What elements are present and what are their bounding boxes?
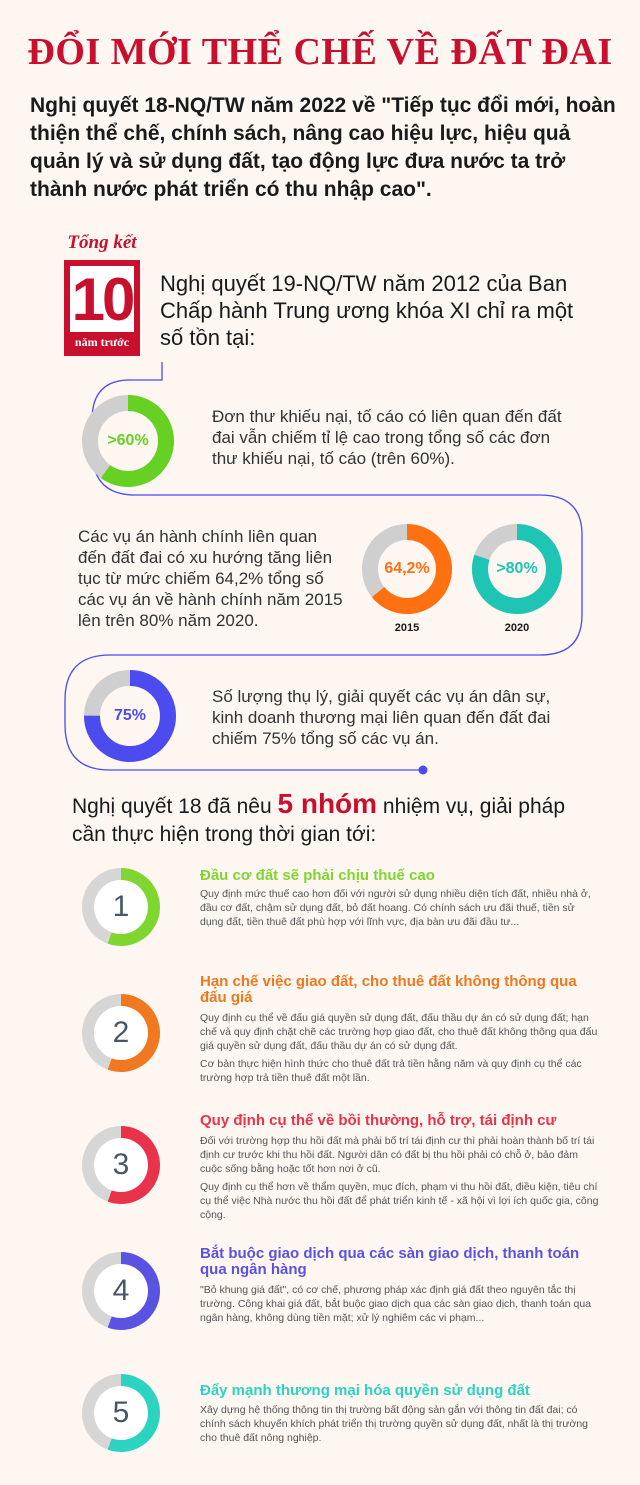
donut-label-60: >60% [107, 432, 149, 449]
task-1-title: Đầu cơ đất sẽ phải chịu thuế cao [200, 867, 435, 884]
task-1-badge [82, 868, 160, 946]
task-3-badge [82, 1126, 160, 1204]
task-5-number: 5 [94, 1386, 148, 1440]
tongket-label: Tổng kết [67, 232, 137, 253]
task-3-title: Quy định cụ thể về bồi thường, hỗ trợ, tái định cư [200, 1112, 557, 1129]
task-2-number: 2 [94, 1006, 148, 1060]
donut-label-75: 75% [113, 707, 147, 724]
page-title: ĐỔI MỚI THỂ CHẾ VỀ ĐẤT ĐAI [27, 31, 613, 73]
task-1-para-1: Quy định mức thuế cao hơn đối với người sử dụng nhiều diện tích đất, nhiều nhà ở, đầu cơ đất, chậm sử dụng đất, bỏ đất hoang. Có chính sách ưu đãi thuế, tiền sử dụng đất, tiền thuê đất phù hợp với lĩnh vực, địa bàn ưu đãi đầu tư... [200, 888, 591, 928]
task-4-title: Bắt buộc giao dịch qua các sàn giao dịch, thanh toán qua ngân hàng [200, 1245, 580, 1278]
groups-pre: Nghị quyết 18 đã nêu [72, 795, 278, 818]
task-5-body [200, 1403, 600, 1449]
task-1-number: 1 [94, 880, 148, 934]
year-2015: 2015 [394, 622, 420, 634]
problem-text-1: Đơn thư khiếu nại, tố cáo có liên quan đến đất đai vẫn chiếm tỉ lệ cao trong tổng số các đơn thư khiếu nại, tố cáo (trên 60%). [212, 407, 562, 468]
task-5-title: Đẩy mạnh thương mại hóa quyền sử dụng đất [200, 1382, 530, 1399]
problem-text-2: Các vụ án hành chính liên quan đến đất đai có xu hướng tăng liên tục từ mức chiếm 64,2% tổng số các vụ án về hành chính năm 2015 lên trên 80% năm 2020. [78, 527, 343, 630]
problem-text-3: Số lượng thụ lý, giải quyết các vụ án dân sự, kinh doanh thương mại liên quan đến đất đai chiếm 75% tổng số các vụ án. [212, 687, 551, 748]
task-3-para-2: Quy định cụ thể hơn về thẩm quyền, mục đích, phạm vi thu hồi đất, điều kiện, tiêu chí cụ thể việc Nhà nước thu hồi đất để phát triển kinh tế - xã hội vì lợi ích quốc gia, công cộng. [200, 1181, 599, 1221]
task-2-title: Hạn chế việc giao đất, cho thuê đất không thông qua đấu giá [200, 973, 577, 1006]
task-4-para-1: "Bỏ khung giá đất", có cơ chế, phương pháp xác định giá đất theo nguyên tắc thị trường. Công khai giá đất, bắt buộc giao dịch qua các sàn giao dịch, thanh toán qua ngân hàng, không dùng tiền mặt; xử lý nghiêm các vi phạm... [200, 1284, 592, 1324]
nq19-text: Nghị quyết 19-NQ/TW năm 2012 của Ban Chấp hành Trung ương khóa XI chỉ ra một số tồn tại: [160, 271, 574, 350]
task-2-badge [82, 994, 160, 1072]
groups-post: nhiệm vụ, giải pháp cần thực hiện trong thời gian tới: [72, 795, 566, 846]
task-5-badge [82, 1374, 160, 1452]
task-4-number: 4 [94, 1264, 148, 1318]
task-1-body [200, 887, 600, 933]
intro-text: Nghị quyết 18-NQ/TW năm 2022 về "Tiếp tục đổi mới, hoàn thiện thể chế, chính sách, nâng cao hiệu lực, hiệu quả quản lý và sử dụng đất, tạo động lực đưa nước ta trở thành nước phát triển có thu nhập cao". [30, 94, 616, 201]
task-4-body [200, 1283, 600, 1329]
task-5-para-1: Xây dựng hệ thống thông tin thị trường bất động sản gắn với thông tin đất đai; có chính sách khuyến khích phát triển thị trường quyền sử dụng đất, nhất là thị trường cho thuê đất nông nghiệp. [200, 1404, 589, 1444]
groups-heading [72, 790, 592, 849]
year-2020: 2020 [504, 622, 530, 634]
groups-big: 5 nhóm [277, 788, 378, 819]
task-3-para-1: Đối với trường hợp thu hồi đất mà phải bố trí tái định cư thì phải hoàn thành bố trí tái định cư trước khi thu hồi đất. Người dân có đất bị thu hồi phải có chỗ ở, bảo đảm cuộc sống bằng hoặc tốt hơn nơi ở cũ. [200, 1135, 595, 1175]
task-2-para-2: Cơ bản thực hiện hình thức cho thuê đất trả tiền hằng năm và quy định cụ thể các trường hợp trả tiền thuê đất một lần. [200, 1058, 582, 1084]
donut-label-2020: >80% [496, 560, 538, 577]
task-3-number: 3 [94, 1138, 148, 1192]
task-3-body [200, 1134, 600, 1226]
tongket-sub: năm trước [74, 335, 130, 349]
task-4-badge [82, 1252, 160, 1330]
donut-label-2015: 64,2% [384, 560, 430, 577]
task-2-body [200, 1011, 600, 1089]
tongket-number: 10 [71, 265, 133, 333]
task-2-para-1: Quy định cụ thể về đấu giá quyền sử dụng đất, đấu thầu dự án có sử dụng đất; hạn chế và quy định chặt chẽ các trường hợp giao đất, cho thuê đất không thông qua đấu giá quyền sử dụng đất, đấu thầu dự án có sử dụng đất. [200, 1012, 598, 1052]
